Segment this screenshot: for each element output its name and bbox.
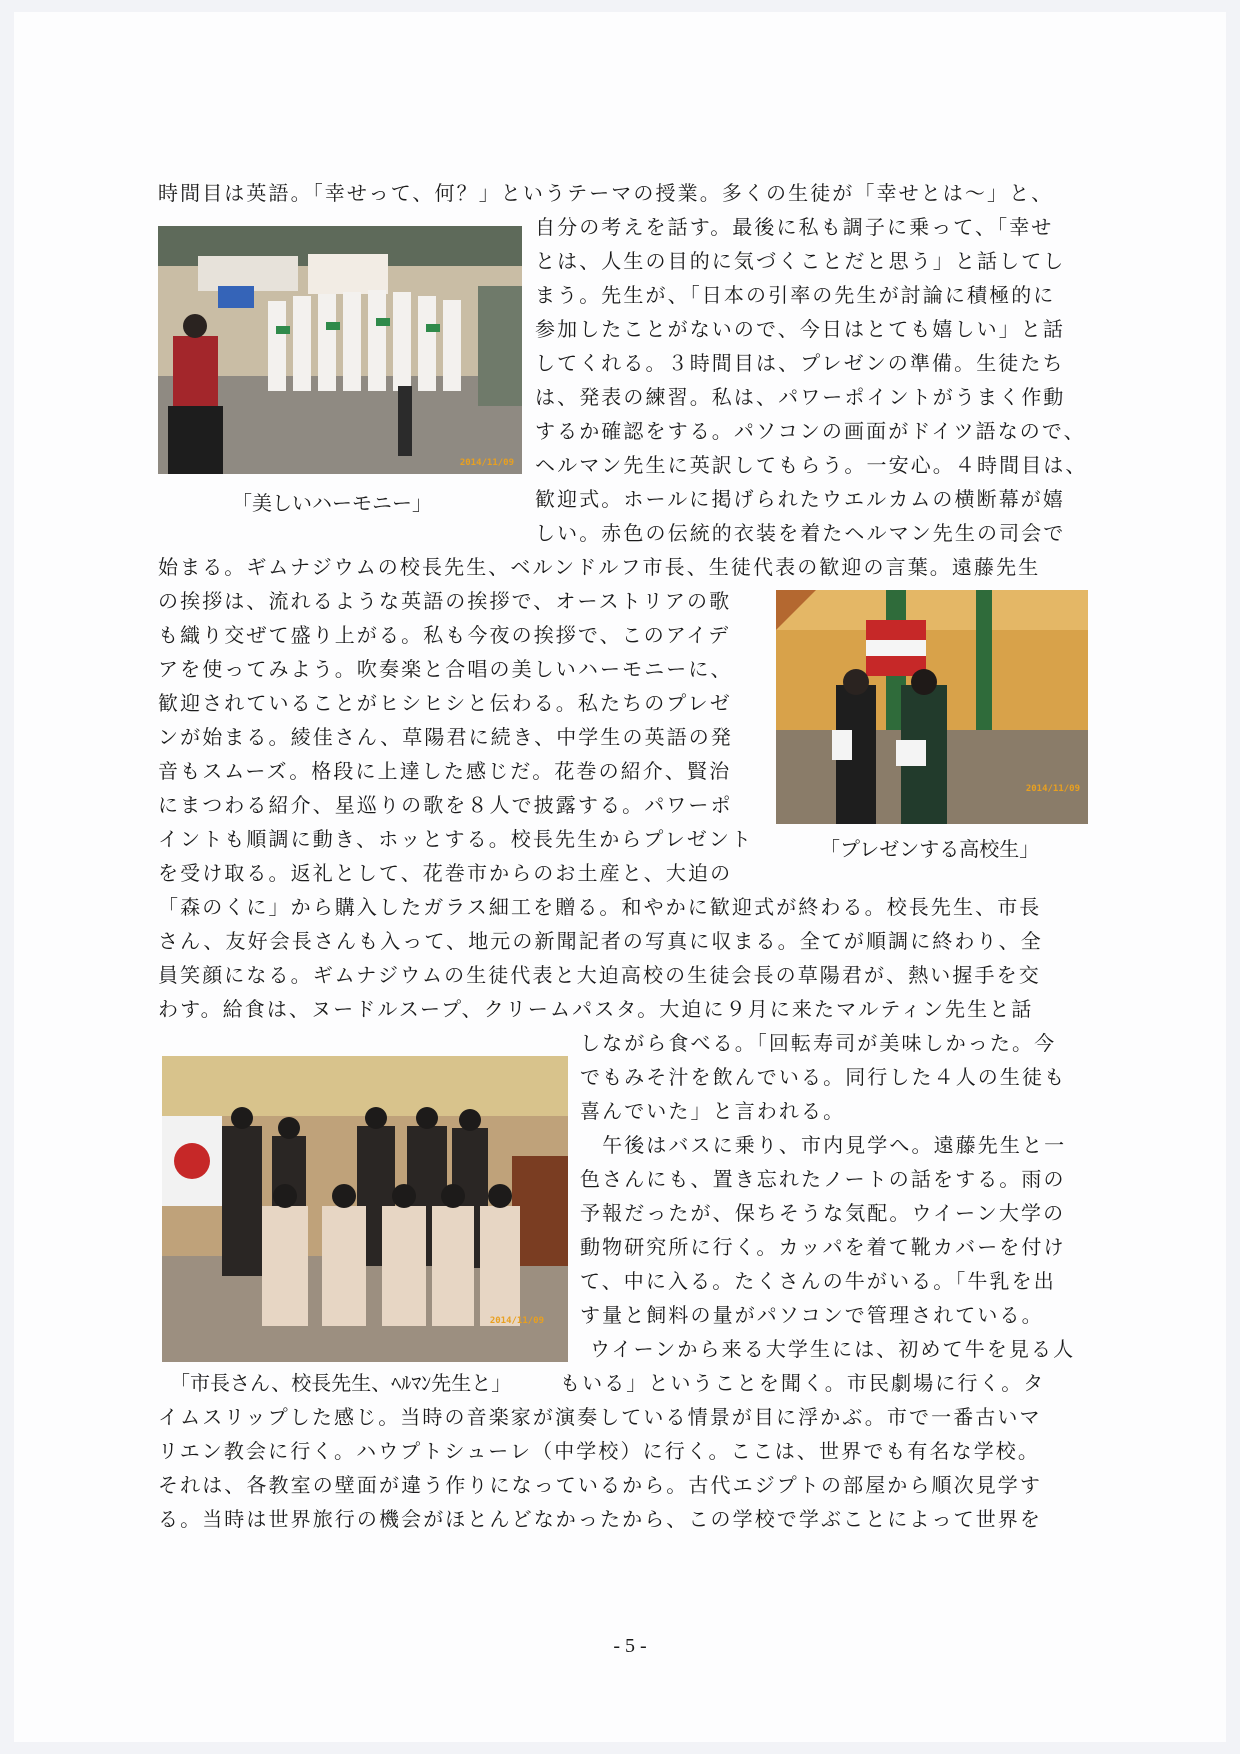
presentation-photo	[776, 590, 1088, 824]
text-line: にまつわる紹介、星巡りの歌を８人で披露する。パワーポ	[158, 793, 733, 817]
choir-photo	[158, 226, 522, 474]
text-line: 歓迎式。ホールに掲げられたウエルカムの横断幕が嬉	[535, 487, 1065, 511]
text-line: 員笑顔になる。ギムナジウムの生徒代表と大迫高校の生徒会長の草陽君が、熱い握手を交	[158, 963, 1041, 987]
text-line: は、発表の練習。私は、パワーポイントがうまく作動	[535, 385, 1066, 409]
choir-photo-caption: 「美しいハーモニー」	[232, 491, 432, 515]
text-line: するか確認をする。パソコンの画面がドイツ語なので、	[535, 419, 1086, 443]
photo-date-stamp: 2014/11/09	[459, 458, 514, 468]
text-line: を受け取る。返礼として、花巻市からのお土産と、大迫の	[158, 861, 733, 885]
text-line: 音もスムーズ。格段に上達した感じだ。花巻の紹介、賢治	[158, 759, 732, 783]
text-line: 予報だったが、保ちそうな気配。ウイーン大学の	[580, 1201, 1066, 1225]
text-line: ンが始まる。綾佳さん、草陽君に続き、中学生の英語の発	[158, 725, 733, 749]
text-line: 色さんにも、置き忘れたノートの話をする。雨の	[580, 1167, 1066, 1191]
photo-date-stamp: 2014/11/09	[1025, 784, 1080, 794]
text-line: もいる」ということを聞く。市民劇場に行く。タ	[560, 1371, 1046, 1395]
text-line: まう。先生が、「日本の引率の先生が討論に積極的に	[535, 283, 1056, 307]
page-number: - 5 -	[613, 1635, 647, 1657]
text-line: て、中に入る。たくさんの牛がいる。「牛乳を出	[580, 1269, 1056, 1293]
text-line: る。当時は世界旅行の機会がほとんどなかったから、この学校で学ぶことによって世界を	[158, 1507, 1042, 1531]
text-line: リエン教会に行く。ハウプトシューレ（中学校）に行く。ここは、世界でも有名な学校。	[158, 1439, 1040, 1463]
group-photo-caption: 「市長さん、校長先生、ﾍﾙﾏﾝ先生と」	[170, 1371, 512, 1395]
text-line: も織り交ぜて盛り上がる。私も今夜の挨拶で、このアイデ	[158, 623, 731, 647]
text-line: 始まる。ギムナジウムの校長先生、ベルンドルフ市長、生徒代表の歓迎の言葉。遠藤先生	[158, 555, 1041, 579]
text-line: イントも順調に動き、ホッとする。校長先生からプレゼント	[158, 827, 754, 851]
text-line: 動物研究所に行く。カッパを着て靴カバーを付け	[580, 1235, 1066, 1259]
text-line: の挨拶は、流れるような英語の挨拶で、オーストリアの歌	[158, 589, 732, 613]
text-line: 参加したことがないので、今日はとても嬉しい」と話	[535, 317, 1065, 341]
text-line: してくれる。３時間目は、プレゼンの準備。生徒たち	[535, 351, 1065, 375]
text-line: ウイーンから来る大学生には、初めて牛を見る人	[590, 1337, 1076, 1361]
group-photo	[162, 1056, 568, 1362]
text-line: でもみそ汁を飲んでいる。同行した４人の生徒も	[580, 1065, 1067, 1089]
text-line: 「森のくに」から購入したガラス細工を贈る。和やかに歓迎式が終わる。校長先生、市長	[158, 895, 1042, 919]
text-line: それは、各教室の壁面が違う作りになっているから。古代エジプトの部屋から順次見学す	[158, 1473, 1042, 1497]
text-line: とは、人生の目的に気づくことだと思う」と話してし	[535, 249, 1066, 273]
text-line: 時間目は英語。「幸せって、何？」というテーマの授業。多くの生徒が「幸せとは〜」と、	[158, 181, 1054, 205]
text-line: 喜んでいた」と言われる。	[580, 1099, 846, 1123]
text-line: す量と飼料の量がパソコンで管理されている。	[580, 1303, 1044, 1327]
text-line: ヘルマン先生に英訳してもらう。一安心。４時間目は、	[535, 453, 1088, 477]
text-line: しながら食べる。「回転寿司が美味しかった。今	[580, 1031, 1057, 1055]
text-line: わす。給食は、ヌードルスープ、クリームパスタ。大迫に９月に来たマルティン先生と話	[158, 997, 1034, 1021]
text-line: イムスリップした感じ。当時の音楽家が演奏している情景が目に浮かぶ。市で一番古いマ	[158, 1405, 1042, 1429]
text-line: さん、友好会長さんも入って、地元の新聞記者の写真に収まる。全てが順調に終わり、全	[158, 929, 1043, 953]
text-line: 自分の考えを話す。最後に私も調子に乗って、「幸せ	[535, 215, 1054, 239]
photo-date-stamp: 2014/11/09	[489, 1316, 544, 1326]
text-line: しい。赤色の伝統的衣装を着たヘルマン先生の司会で	[535, 521, 1066, 545]
text-line: 午後はバスに乗り、市内見学へ。遠藤先生と一	[580, 1133, 1067, 1157]
text-line: 歓迎されていることがヒシヒシと伝わる。私たちのプレゼ	[158, 691, 732, 715]
text-line: アを使ってみよう。吹奏楽と合唱の美しいハーモニーに、	[158, 657, 733, 681]
presentation-photo-caption: 「プレゼンする高校生」	[820, 837, 1040, 861]
